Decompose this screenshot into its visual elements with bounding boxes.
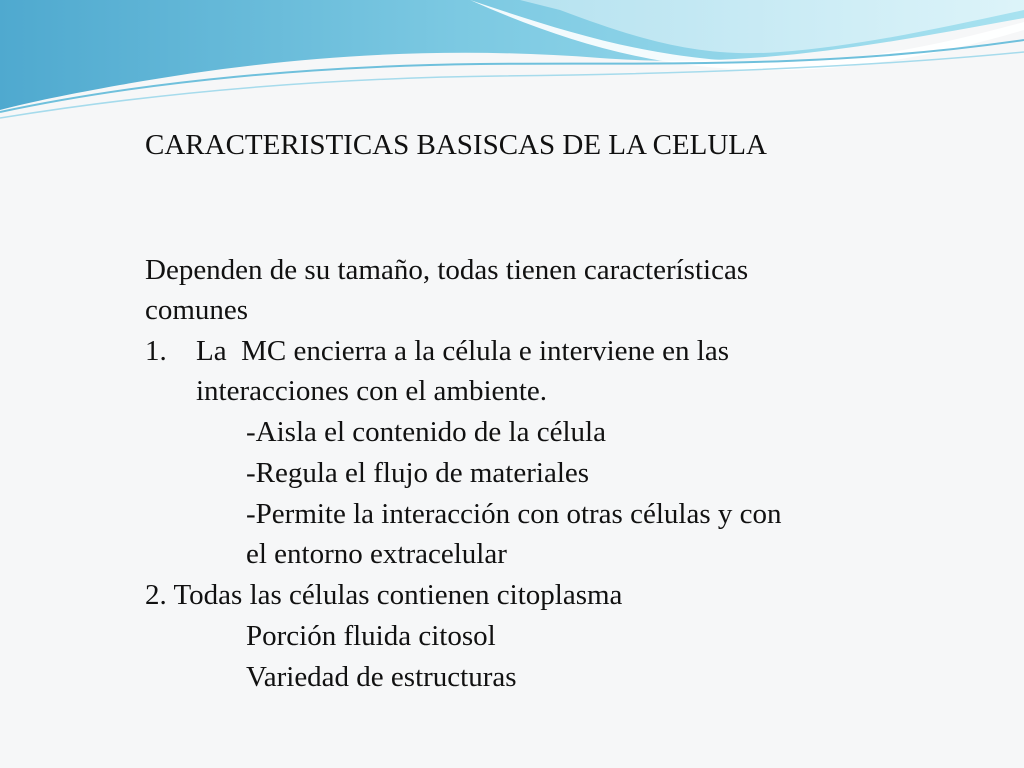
- list-item-2-sub-1: Porción fluida citosol: [246, 620, 496, 652]
- list-item-1-sub-3-line-1: -Permite la interacción con otras células y con: [246, 498, 782, 530]
- list-item-1-line-1: La MC encierra a la célula e interviene en las: [196, 335, 730, 367]
- list-item-2-line: 2. Todas las células contienen citoplasma: [145, 579, 623, 611]
- list-item-1-sub-2: -Regula el flujo de materiales: [246, 457, 590, 489]
- slide-title: CARACTERISTICAS BASISCAS DE LA CELULA: [145, 129, 767, 161]
- list-item-2-sub-2: Variedad de estructuras: [246, 661, 517, 693]
- intro-text-line-2: comunes: [145, 294, 249, 326]
- list-item-1-sub-3-line-2: el entorno extracelular: [246, 538, 507, 570]
- list-item-1-line-2: interacciones con el ambiente.: [196, 375, 548, 407]
- list-item-1-number: 1.: [145, 335, 167, 367]
- intro-text-line-1: Dependen de su tamaño, todas tienen características: [145, 254, 749, 286]
- header-wave-decoration: [0, 0, 1024, 130]
- list-item-1-sub-1: -Aisla el contenido de la célula: [246, 416, 606, 448]
